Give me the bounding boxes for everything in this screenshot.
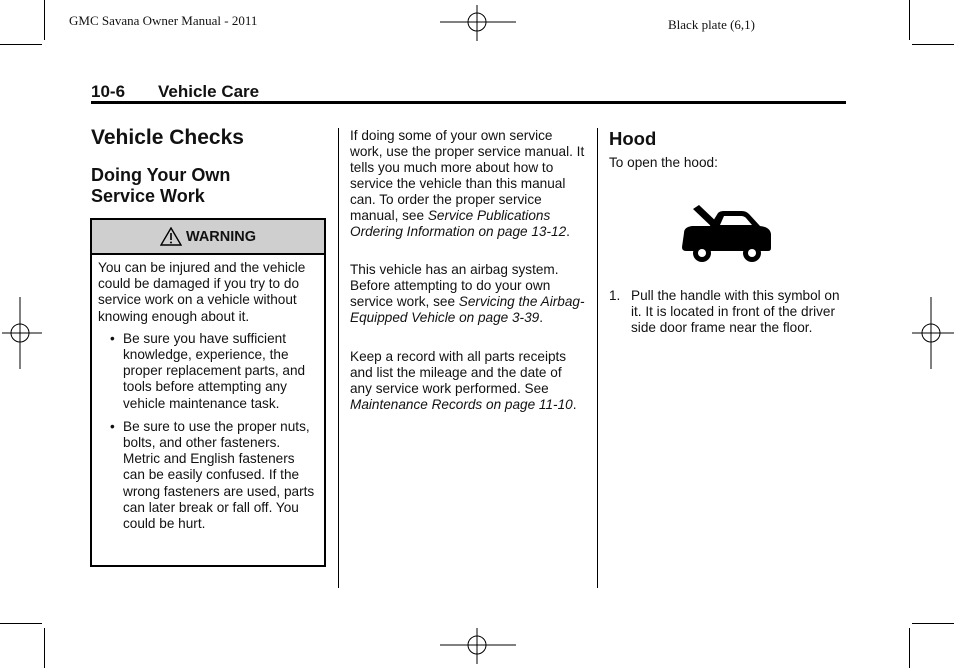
paragraph-end: .	[566, 224, 570, 239]
section-number: 10-6	[91, 82, 126, 101]
hood-release-icon	[680, 203, 774, 265]
warning-bullet-text: Be sure you have sufficient knowledge, experience, the proper replacement parts, and tools before attempting any vehicle maintenance task.	[123, 330, 306, 411]
crop-mark	[0, 623, 42, 624]
paragraph-text: Keep a record with all parts receipts and list the mileage and the date of any service work performed. See	[350, 349, 567, 396]
warning-bullet	[98, 331, 318, 412]
crop-mark	[0, 44, 42, 45]
warning-box	[90, 218, 326, 567]
paragraph-airbag	[350, 262, 586, 326]
crop-mark	[912, 623, 954, 624]
page-title: Vehicle Checks	[91, 126, 244, 149]
column-divider	[338, 128, 339, 588]
warning-intro: You can be injured and the vehicle could be damaged if you try to do service work on a vehicle without knowing enough about it.	[98, 260, 306, 324]
paragraph-text: This vehicle has an airbag system. Before attempting to do your own service work, see	[350, 262, 559, 309]
crop-mark	[912, 44, 954, 45]
crop-mark	[44, 0, 45, 40]
hood-intro: To open the hood:	[609, 155, 718, 170]
paragraph-end: .	[539, 310, 543, 325]
plate-info: Black plate (6,1)	[668, 17, 755, 32]
paragraph-text: If doing some of your own service work, use the proper service manual. It tells you much more about how to service the vehicle than this manual can. To order the proper service manual, see	[350, 128, 585, 223]
section-rule	[91, 101, 846, 104]
manual-title: GMC Savana Owner Manual - 2011	[69, 13, 258, 28]
registration-mark-left	[2, 297, 42, 369]
subsection-title-line2: Service Work	[91, 186, 205, 206]
registration-mark-bottom	[440, 628, 516, 664]
bullet-dot: •	[110, 418, 115, 434]
subsection-title	[91, 165, 230, 207]
warning-bullet	[98, 419, 318, 532]
warning-body	[92, 255, 324, 532]
registration-mark-top	[440, 5, 516, 41]
cross-reference[interactable]: Servicing the Airbag-Equipped Vehicle on page 3-39	[350, 294, 585, 325]
step-number: 1.	[609, 288, 621, 303]
crop-mark	[909, 628, 910, 668]
warning-bullet-text: Be sure to use the proper nuts, bolts, and other fasteners. Metric and English fasteners can be easily confused. If the wrong fasteners are used, parts can later break or fall off. You could be hurt.	[123, 418, 315, 532]
cross-reference[interactable]: Service Publications Ordering Information on page 13-12	[350, 208, 567, 239]
paragraph-end: .	[572, 397, 577, 412]
step-text: Pull the handle with this symbol on it. It is located in front of the driver side door frame near the floor.	[631, 288, 840, 335]
list-item	[609, 288, 849, 336]
warning-heading: WARNING	[185, 228, 257, 245]
paragraph-service-manual	[350, 128, 586, 240]
cross-reference[interactable]: Maintenance Records on page 11-10	[350, 397, 573, 412]
registration-mark-right	[912, 297, 954, 369]
hood-title: Hood	[609, 128, 657, 149]
crop-mark	[909, 0, 910, 40]
bullet-dot: •	[110, 330, 115, 346]
crop-mark	[44, 628, 45, 668]
warning-triangle-icon	[160, 227, 182, 246]
warning-header	[92, 220, 324, 255]
paragraph-records	[350, 349, 586, 413]
section-name: Vehicle Care	[158, 82, 260, 101]
column-divider	[597, 128, 598, 588]
subsection-title-line1: Doing Your Own	[91, 165, 231, 185]
